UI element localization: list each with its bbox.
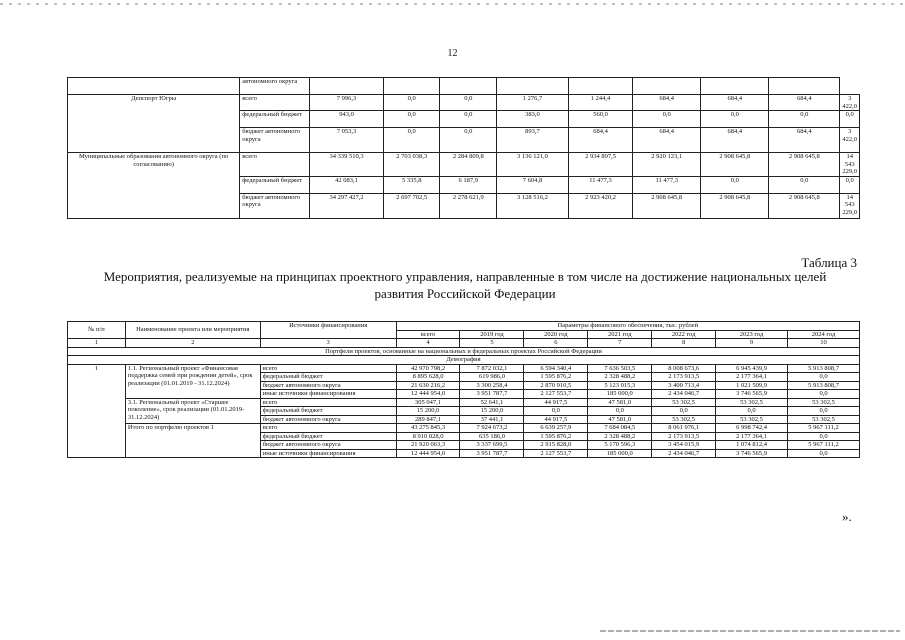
value-cell: 12 444 954,0 (396, 390, 460, 399)
section-title: Портфели проектов, основанные на национальных и федеральных проектах Российской Федерации (68, 347, 860, 356)
value-cell: 0,0 (383, 95, 440, 111)
subsection-row (68, 356, 860, 365)
value-cell: 8 008 673,6 (652, 364, 716, 373)
table-row (68, 153, 860, 177)
value-cell: 3 136 121,0 (497, 153, 569, 177)
source-cell: автономного округа (240, 78, 310, 95)
value-cell: 2 434 046,7 (652, 449, 716, 458)
header-row (68, 322, 860, 331)
section-row (68, 347, 860, 356)
project-name: 3.1. Региональный проект «Старшее поколение», срок реализации (01.01.2019- 31.12.2024) (125, 398, 260, 424)
table-title: Мероприятия, реализуемые на принципах проектного управления, направленные в том числе на достижение национальных целей развития Российской Федерации (103, 269, 827, 301)
value-cell: 943,0 (310, 111, 384, 128)
value-cell: 2 177 364,1 (716, 432, 788, 441)
value-cell: 0,0 (440, 111, 497, 128)
value-cell: 0,0 (383, 111, 440, 128)
value-cell: 619 986,0 (460, 373, 524, 382)
value-cell: 6 594 340,4 (524, 364, 588, 373)
value-cell: 6 998 742,4 (716, 424, 788, 433)
scan-artifact-top (0, 3, 905, 5)
value-cell: 0,0 (440, 95, 497, 111)
subsection-title: Демография (68, 356, 860, 365)
value-cell: 1 595 876,2 (524, 432, 588, 441)
value-cell: 2 697 702,5 (383, 193, 440, 218)
value-cell: 0,0 (716, 407, 788, 416)
table-row (68, 95, 860, 111)
value-cell: 684,4 (568, 128, 632, 153)
value-cell: 3 454 015,9 (652, 441, 716, 450)
source-cell: иные источники финансирования (260, 449, 396, 458)
value-cell: 684,4 (701, 95, 769, 111)
value-cell: 53 302,5 (716, 415, 788, 424)
value-cell: 3 746 565,9 (716, 390, 788, 399)
value-cell: 0,0 (652, 407, 716, 416)
value-cell: 2 908 645,8 (701, 153, 769, 177)
col-number: 3 (260, 339, 396, 348)
value-cell: 44 917,5 (524, 415, 588, 424)
scan-artifact-bottom (600, 630, 900, 632)
col-number: 5 (460, 339, 524, 348)
value-cell: 3 300 258,4 (460, 381, 524, 390)
value-cell: 2 434 046,7 (652, 390, 716, 399)
value-cell: 7 604,8 (497, 176, 569, 193)
source-cell: бюджет автономного округа (240, 193, 310, 218)
source-cell: федеральный бюджет (260, 407, 396, 416)
value-cell: 5 913 808,7 (788, 381, 860, 390)
value-cell: 5 967 111,2 (788, 441, 860, 450)
value-cell: 3 400 713,4 (652, 381, 716, 390)
col-number: 9 (716, 339, 788, 348)
project-name: Итого по портфелю проектов 1 (125, 424, 260, 458)
entity-name: Муниципальные образования автономного округа (по согласованию) (68, 153, 240, 219)
value-cell: 185 000,0 (588, 390, 652, 399)
col-number: 2 (125, 339, 260, 348)
table3-body (68, 364, 860, 458)
table-label: Таблица 3 (801, 255, 857, 270)
value-cell: 14 543 229,0 (840, 193, 860, 218)
col-number: 8 (652, 339, 716, 348)
value-cell: 21 630 216,2 (396, 381, 460, 390)
value-cell: 893,7 (497, 128, 569, 153)
value-cell: 2 328 488,2 (588, 373, 652, 382)
value-cell: 7 872 032,1 (460, 364, 524, 373)
source-cell: федеральный бюджет (260, 373, 396, 382)
value-cell: 560,0 (568, 111, 632, 128)
value-cell: 0,0 (769, 176, 840, 193)
value-cell: 8 061 976,1 (652, 424, 716, 433)
source-cell: бюджет автономного округа (240, 128, 310, 153)
page-number: 12 (447, 48, 458, 59)
value-cell: 3 746 565,9 (716, 449, 788, 458)
value-cell: 8 910 828,0 (396, 432, 460, 441)
value-cell: 8 895 628,0 (396, 373, 460, 382)
value-cell: 53 302,5 (652, 398, 716, 407)
value-cell: 0,0 (769, 111, 840, 128)
value-cell: 5 967 111,2 (788, 424, 860, 433)
value-cell: 0,0 (588, 407, 652, 416)
value-cell: 42 970 798,2 (396, 364, 460, 373)
value-cell: 0,0 (788, 449, 860, 458)
col-header-params: Параметры финансового обеспечения, тыс. рублей (396, 322, 859, 331)
value-cell: 11 477,3 (633, 176, 701, 193)
value-cell: 684,4 (769, 128, 840, 153)
value-cell: 2 127 553,7 (524, 390, 588, 399)
table-row (68, 78, 860, 95)
value-cell: 42 083,1 (310, 176, 384, 193)
row-number: 1 (68, 364, 126, 458)
source-cell: всего (260, 364, 396, 373)
col-header-year: 2022 год (652, 330, 716, 339)
value-cell: 0,0 (701, 111, 769, 128)
value-cell: 5 335,8 (383, 176, 440, 193)
value-cell: 37 441,1 (460, 415, 524, 424)
value-cell: 34 339 510,3 (310, 153, 384, 177)
value-cell: 2 173 913,5 (652, 373, 716, 382)
value-cell: 3 337 699,5 (460, 441, 524, 450)
value-cell: 185 000,0 (588, 449, 652, 458)
value-cell: 1 276,7 (497, 95, 569, 111)
value-cell: 2 173 913,5 (652, 432, 716, 441)
value-cell: 5 913 808,7 (788, 364, 860, 373)
value-cell: 684,4 (633, 128, 701, 153)
value-cell: 6 945 439,9 (716, 364, 788, 373)
source-cell: федеральный бюджет (240, 111, 310, 128)
value-cell: 44 917,5 (524, 398, 588, 407)
value-cell: 0,0 (788, 407, 860, 416)
value-cell: 7 996,3 (310, 95, 384, 111)
value-cell: 2 915 828,0 (524, 441, 588, 450)
col-header-name: Наименование проекта или мероприятия (125, 322, 260, 339)
continuation-table (67, 77, 860, 219)
col-number: 1 (68, 339, 126, 348)
value-cell: 0,0 (383, 128, 440, 153)
value-cell: 5 123 015,3 (588, 381, 652, 390)
col-header-year: 2021 год (588, 330, 652, 339)
value-cell: 2 284 809,8 (440, 153, 497, 177)
value-cell: 14 543 229,0 (840, 153, 860, 177)
value-cell: 3 951 787,7 (460, 390, 524, 399)
value-cell: 2 328 488,2 (588, 432, 652, 441)
source-cell: иные источники финансирования (260, 390, 396, 399)
value-cell: 2 127 553,7 (524, 449, 588, 458)
projects-table (67, 321, 860, 458)
value-cell: 7 924 673,2 (460, 424, 524, 433)
value-cell: 0,0 (788, 390, 860, 399)
value-cell: 0,0 (788, 373, 860, 382)
project-name: 1.1. Региональный проект «Финансовая поддержка семей при рождении детей», срок реализации (01.01.2019 - 31.12.2024) (125, 364, 260, 398)
value-cell: 53 302,5 (716, 398, 788, 407)
entity-name: Депспорт Югры (68, 95, 240, 153)
value-cell: 2 923 420,2 (568, 193, 632, 218)
value-cell: 7 684 084,5 (588, 424, 652, 433)
col-header-source: Источники финансирования (260, 322, 396, 339)
value-cell: 2 908 645,8 (633, 193, 701, 218)
value-cell: 15 200,0 (460, 407, 524, 416)
source-cell: бюджет автономного округа (260, 441, 396, 450)
col-number: 4 (396, 339, 460, 348)
value-cell: 635 186,0 (460, 432, 524, 441)
table-row (68, 424, 860, 433)
source-cell: всего (240, 95, 310, 111)
value-cell: 2 278 621,9 (440, 193, 497, 218)
value-cell: 12 444 954,0 (396, 449, 460, 458)
table-row (68, 364, 860, 373)
col-header-year: 2024 год (788, 330, 860, 339)
value-cell: 0,0 (840, 111, 860, 128)
value-cell: 47 581,0 (588, 415, 652, 424)
value-cell: 684,4 (701, 128, 769, 153)
col-header-year: 2019 год (460, 330, 524, 339)
table1-body (68, 95, 860, 219)
value-cell: 0,0 (524, 407, 588, 416)
source-cell: бюджет автономного округа (260, 381, 396, 390)
value-cell: 1 595 876,2 (524, 373, 588, 382)
col-number: 6 (524, 339, 588, 348)
value-cell: 2 908 645,8 (701, 193, 769, 218)
value-cell: 21 920 063,3 (396, 441, 460, 450)
value-cell: 684,4 (633, 95, 701, 111)
value-cell: 43 275 845,3 (396, 424, 460, 433)
value-cell: 0,0 (840, 176, 860, 193)
value-cell: 383,0 (497, 111, 569, 128)
value-cell: 305 047,1 (396, 398, 460, 407)
col-header-year: 2023 год (716, 330, 788, 339)
value-cell: 0,0 (701, 176, 769, 193)
value-cell: 0,0 (440, 128, 497, 153)
value-cell: 11 477,3 (568, 176, 632, 193)
source-cell: всего (260, 398, 396, 407)
table-row (68, 398, 860, 407)
source-cell: всего (260, 424, 396, 433)
value-cell: 7 636 503,5 (588, 364, 652, 373)
value-cell: 2 920 123,1 (633, 153, 701, 177)
value-cell: 53 302,5 (788, 415, 860, 424)
value-cell: 3 422,0 (840, 95, 860, 111)
value-cell: 3 951 787,7 (460, 449, 524, 458)
value-cell: 0,0 (633, 111, 701, 128)
col-number: 10 (788, 339, 860, 348)
value-cell: 6 639 257,9 (524, 424, 588, 433)
source-cell: всего (240, 153, 310, 177)
col-header-num: № п/п (68, 322, 126, 339)
value-cell: 2 908 645,8 (769, 193, 840, 218)
value-cell: 7 053,3 (310, 128, 384, 153)
value-cell: 3 422,0 (840, 128, 860, 153)
closing-quote: ». (842, 509, 852, 524)
source-cell: бюджет автономного округа (260, 415, 396, 424)
value-cell: 1 244,4 (568, 95, 632, 111)
source-cell: федеральный бюджет (260, 432, 396, 441)
value-cell: 1 021 509,9 (716, 381, 788, 390)
value-cell: 289 847,1 (396, 415, 460, 424)
value-cell: 5 170 596,3 (588, 441, 652, 450)
value-cell: 2 870 910,5 (524, 381, 588, 390)
value-cell: 3 128 516,2 (497, 193, 569, 218)
value-cell: 47 581,0 (588, 398, 652, 407)
value-cell: 53 302,5 (788, 398, 860, 407)
value-cell: 684,4 (769, 95, 840, 111)
value-cell: 2 908 645,8 (769, 153, 840, 177)
value-cell: 1 074 812,4 (716, 441, 788, 450)
value-cell: 15 200,0 (396, 407, 460, 416)
value-cell: 2 177 364,1 (716, 373, 788, 382)
value-cell: 2 934 897,5 (568, 153, 632, 177)
source-cell: федеральный бюджет (240, 176, 310, 193)
value-cell: 0,0 (788, 432, 860, 441)
value-cell: 34 297 427,2 (310, 193, 384, 218)
col-header-total: всего (396, 330, 460, 339)
value-cell: 6 187,9 (440, 176, 497, 193)
value-cell: 52 641,1 (460, 398, 524, 407)
col-header-year: 2020 год (524, 330, 588, 339)
value-cell: 2 703 038,3 (383, 153, 440, 177)
col-number: 7 (588, 339, 652, 348)
value-cell: 53 302,5 (652, 415, 716, 424)
column-number-row (68, 339, 860, 348)
